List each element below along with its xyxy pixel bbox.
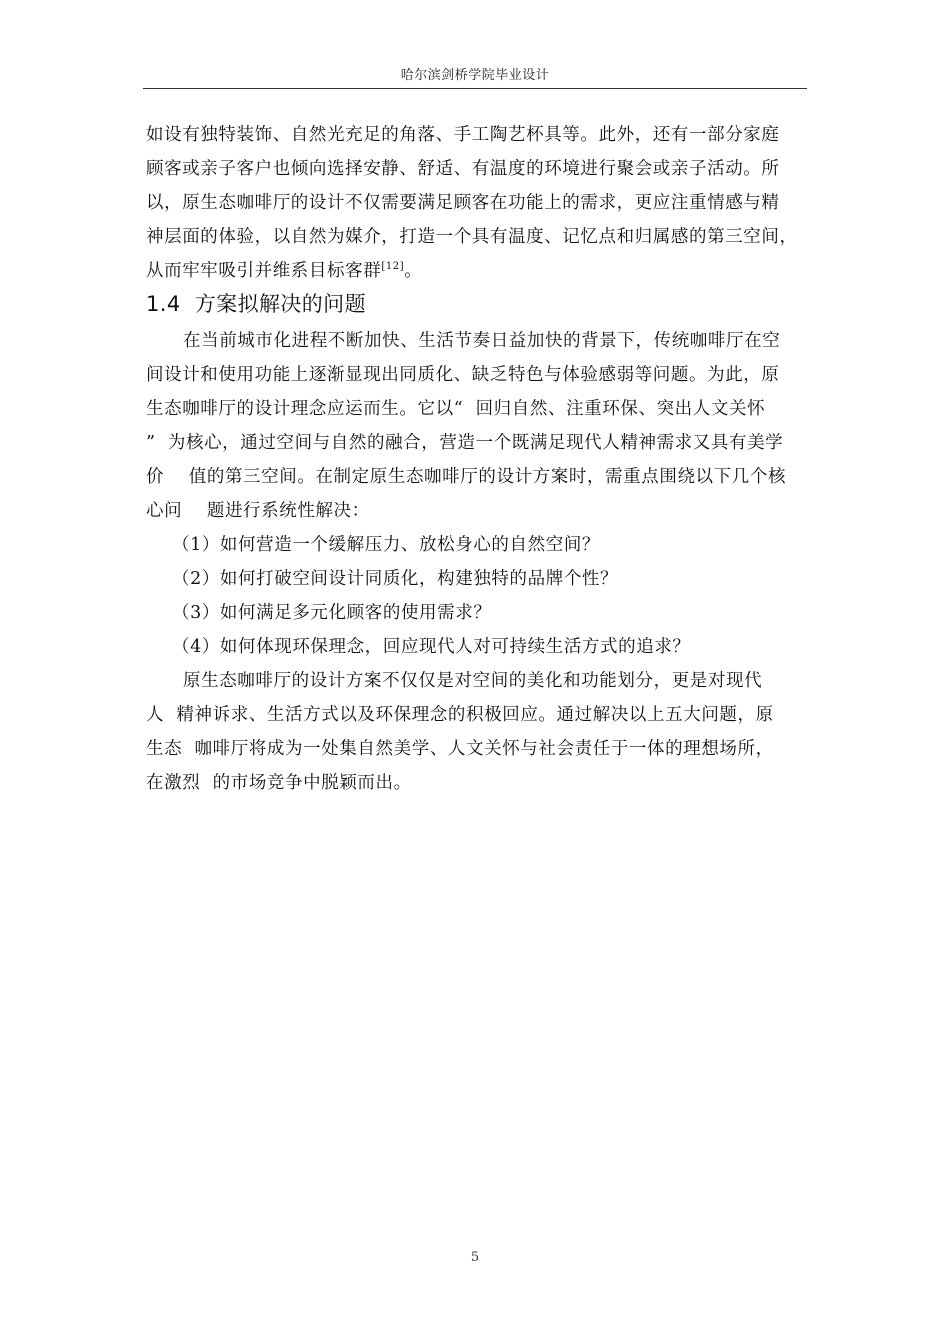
section-number: 1.4	[146, 292, 181, 316]
paragraph-line: 神层面的体验，以自然为媒介，打造一个具有温度、记忆点和归属感的第三空间，	[146, 227, 798, 247]
section-title: 方案拟解决的问题	[194, 292, 366, 316]
question-item: （3）如何满足多元化顾客的使用需求？	[172, 603, 492, 623]
paragraph-punct: 。	[404, 261, 423, 281]
paragraph-line: 间设计和使用功能上逐渐显现出同质化、缺乏特色与体验感弱等问题。为此，原	[146, 365, 780, 385]
question-item: （1）如何营造一个缓解压力、放松身心的自然空间？	[172, 535, 601, 555]
paragraph-line: 生态 咖啡厅将成为一处集自然美学、人文关怀与社会责任于一体的理想场所，	[146, 739, 774, 759]
paragraph-line: 原生态咖啡厅的设计方案不仅仅是对空间的美化和功能划分，更是对现代	[183, 671, 763, 691]
citation-reference: [12]	[381, 261, 405, 272]
question-item: （4）如何体现环保理念，回应现代人对可持续生活方式的追求？	[172, 637, 691, 657]
paragraph-line: 人 精神诉求、生活方式以及环保理念的积极回应。通过解决以上五大问题，原	[146, 705, 774, 725]
paragraph-line	[146, 254, 822, 288]
page-header: 哈尔滨剑桥学院毕业设计	[400, 68, 550, 83]
paragraph-line: 价 值的第三空间。在制定原生态咖啡厅的设计方案时，需重点围绕以下几个核	[146, 467, 787, 487]
paragraph-text: 从而牢牢吸引并维系目标客群	[146, 261, 382, 281]
paragraph-line: 在当前城市化进程不断加快、生活节奏日益加快的背景下，传统咖啡厅在空	[183, 331, 781, 351]
paragraph-line: 如设有独特装饰、自然光充足的角落、手工陶艺杯具等。此外，还有一部分家庭	[146, 125, 780, 145]
header-rule	[143, 88, 807, 89]
paragraph-line: 生态咖啡厅的设计理念应运而生。它以“ 回归自然、注重环保、突出人文关怀	[146, 399, 766, 419]
paragraph-line: 心问 题进行系统性解决：	[146, 501, 370, 521]
document-body	[146, 118, 822, 800]
paragraph-line: 顾客或亲子客户也倾向选择安静、舒适、有温度的环境进行聚会或亲子活动。所	[146, 159, 780, 179]
section-heading	[146, 284, 822, 324]
page-number: 5	[470, 1250, 480, 1265]
paragraph-line: ” 为核心，通过空间与自然的融合，营造一个既满足现代人精神需求又具有美学	[146, 433, 784, 453]
paragraph-line: 以，原生态咖啡厅的设计不仅需要满足顾客在功能上的需求，更应注重情感与精	[146, 193, 780, 213]
question-item: （2）如何打破空间设计同质化，构建独特的品牌个性？	[172, 569, 619, 589]
paragraph-line: 在激烈 的市场竞争中脱颖而出。	[146, 773, 412, 793]
